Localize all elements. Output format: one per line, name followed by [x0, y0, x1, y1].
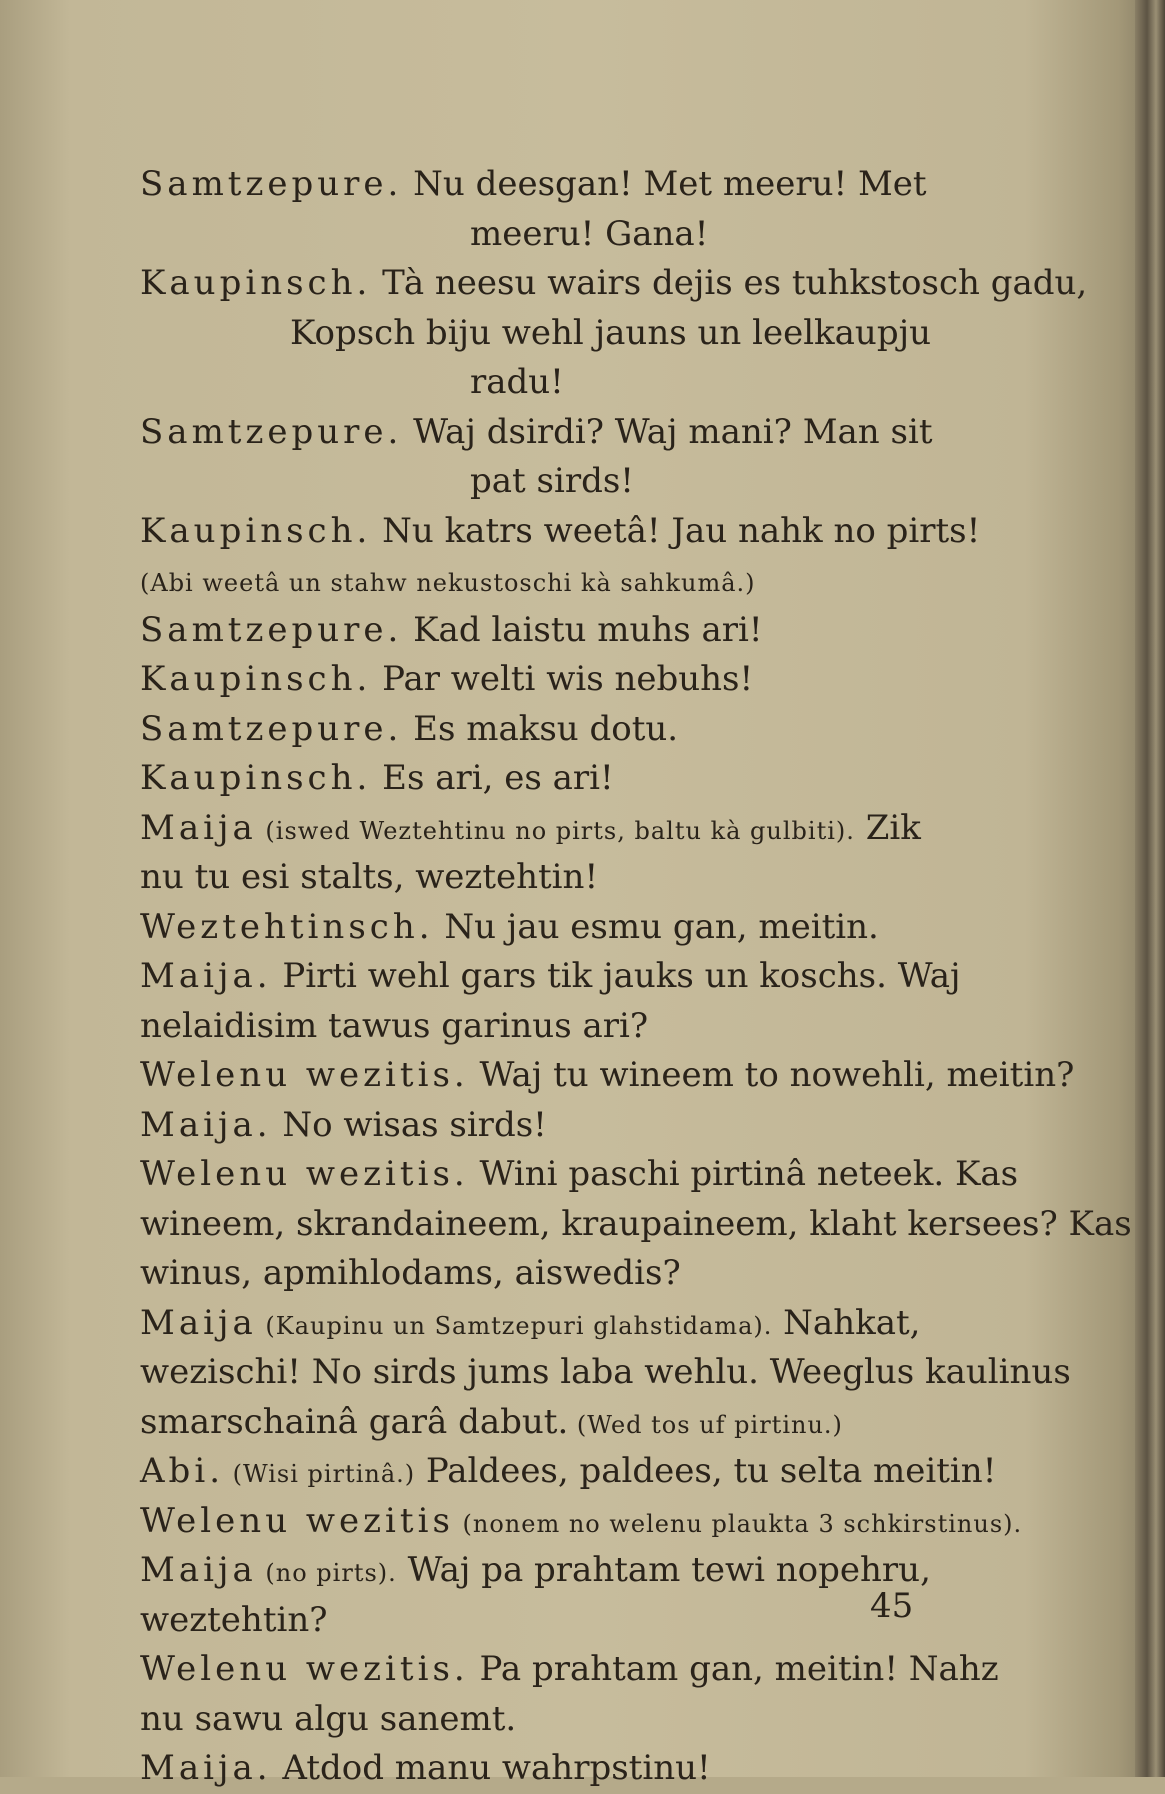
- speaker-name: Welenu wezitis.: [140, 1154, 469, 1194]
- speaker-name: Maija: [140, 1302, 257, 1343]
- text-line: [140, 952, 961, 1002]
- text-line: [140, 754, 920, 804]
- speaker-name: Abi.: [140, 1451, 224, 1491]
- text-line: [140, 1002, 920, 1052]
- text-line: [140, 457, 920, 507]
- text-line: [140, 1695, 920, 1745]
- dialogue-text: radu!: [470, 362, 564, 402]
- stage-direction: (no pirts).: [256, 1559, 397, 1587]
- speaker-name: Welenu wezitis.: [140, 1055, 469, 1095]
- dialogue-text: Par welti wis nebuhs!: [371, 659, 754, 699]
- dialogue-text: smarschainâ garâ dabut.: [140, 1401, 569, 1442]
- speaker-name: Samtzepure.: [140, 609, 403, 650]
- text-block: [140, 160, 1132, 1794]
- text-line: [140, 1447, 997, 1497]
- speaker-name: Kaupinsch.: [140, 263, 372, 303]
- dialogue-text: No wisas sirds!: [271, 1104, 547, 1145]
- text-line: [140, 556, 920, 606]
- text-line: [140, 1348, 1071, 1398]
- dialogue-text: Nu katrs weetâ! Jau nahk no pirts!: [371, 510, 981, 551]
- text-line: [140, 309, 932, 359]
- dialogue-text: Zik: [854, 807, 921, 848]
- text-line: [140, 903, 920, 953]
- dialogue-text: pat sirds!: [470, 461, 634, 501]
- speaker-name: Samtzepure.: [140, 708, 403, 749]
- stage-direction: (nonem no welenu plaukta 3 schkirstinus).: [453, 1509, 1023, 1538]
- speaker-name: Maija: [140, 1550, 257, 1590]
- text-line: [140, 160, 927, 210]
- speaker-name: Samtzepure.: [140, 164, 403, 204]
- dialogue-text: winus, apmihlodams, aiswedis?: [140, 1253, 681, 1293]
- text-line: [140, 1200, 1132, 1250]
- text-line: [140, 1249, 920, 1299]
- speaker-name: Maija.: [140, 1104, 272, 1145]
- dialogue-text: nelaidisim tawus garinus ari?: [140, 1005, 649, 1046]
- stage-direction: (Wed tos uf pirtinu.): [568, 1410, 843, 1439]
- dialogue-text: Es ari, es ari!: [371, 758, 614, 798]
- text-line: [140, 1299, 920, 1349]
- dialogue-text: nu sawu algu sanemt.: [140, 1698, 517, 1739]
- dialogue-text: Pirti wehl gars tik jauks un koschs. Waj: [271, 956, 961, 996]
- stage-direction: (Abi weetâ un stahw nekustoschi kà sahkumâ.): [140, 569, 756, 597]
- text-line: [140, 1645, 999, 1695]
- speaker-name: Weztehtinsch.: [140, 906, 434, 947]
- text-line: [140, 1051, 1075, 1101]
- dialogue-text: Es maksu dotu.: [402, 708, 679, 749]
- text-line: [140, 507, 981, 557]
- text-line: [140, 1101, 920, 1151]
- text-line: [140, 1744, 920, 1794]
- page-number: 45: [870, 1586, 914, 1626]
- dialogue-text: nu tu esi stalts, weztehtin!: [140, 857, 599, 897]
- dialogue-text: weztehtin?: [140, 1599, 328, 1640]
- text-line: [140, 804, 920, 854]
- stage-direction: (Kaupinu un Samtzepuri glahstidama).: [256, 1311, 773, 1340]
- stage-direction: (Wisi pirtinâ.): [224, 1460, 416, 1488]
- text-line: [140, 408, 933, 458]
- text-line: [140, 705, 920, 755]
- speaker-name: Samtzepure.: [140, 411, 403, 452]
- speaker-name: Maija: [140, 807, 257, 848]
- text-line: [140, 1596, 920, 1646]
- speaker-name: Kaupinsch.: [140, 758, 372, 798]
- dialogue-text: Waj tu wineem to nowehli, meitin?: [468, 1055, 1075, 1095]
- text-line: [140, 210, 920, 260]
- speaker-name: Maija.: [140, 1748, 272, 1788]
- dialogue-text: Paldees, paldees, tu selta meitin!: [415, 1451, 997, 1491]
- speaker-name: Kaupinsch.: [140, 510, 372, 551]
- dialogue-text: Tà neesu wairs dejis es tuhkstosch gadu,: [371, 263, 1088, 303]
- text-line: [140, 606, 920, 656]
- book-spine: [1135, 0, 1165, 1777]
- speaker-name: Maija.: [140, 956, 272, 996]
- dialogue-text: Wini paschi pirtinâ neteek. Kas: [468, 1154, 1019, 1194]
- dialogue-text: wineem, skrandaineem, kraupaineem, klaht kersees? Kas: [140, 1203, 1132, 1244]
- dialogue-text: Nu jau esmu gan, meitin.: [433, 906, 879, 947]
- text-line: [140, 358, 920, 408]
- dialogue-text: Kad laistu muhs ari!: [402, 609, 763, 650]
- speaker-name: Kaupinsch.: [140, 659, 372, 699]
- text-line: [140, 1497, 1023, 1547]
- dialogue-text: Nahkat,: [772, 1302, 921, 1343]
- text-line: [140, 1150, 1019, 1200]
- dialogue-text: Waj dsirdi? Waj mani? Man sit: [402, 411, 933, 452]
- speaker-name: Welenu wezitis.: [140, 1649, 469, 1689]
- text-line: [140, 259, 1088, 309]
- text-line: [140, 1546, 931, 1596]
- dialogue-text: meeru! Gana!: [470, 213, 709, 254]
- speaker-name: Welenu wezitis: [140, 1500, 454, 1541]
- text-line: [140, 1398, 920, 1448]
- dialogue-text: wezischi! No sirds jums laba wehlu. Weeglus kaulinus: [140, 1352, 1071, 1392]
- dialogue-text: Waj pa prahtam tewi nopehru,: [396, 1550, 931, 1590]
- dialogue-text: Kopsch biju wehl jauns un leelkaupju: [290, 312, 932, 353]
- text-line: [140, 655, 920, 705]
- stage-direction: (iswed Weztehtinu no pirts, baltu kà gulbiti).: [256, 816, 855, 845]
- dialogue-text: Nu deesgan! Met meeru! Met: [402, 164, 927, 204]
- text-line: [140, 853, 920, 903]
- dialogue-text: Pa prahtam gan, meitin! Nahz: [468, 1649, 999, 1689]
- dialogue-text: Atdod manu wahrpstinu!: [271, 1748, 711, 1788]
